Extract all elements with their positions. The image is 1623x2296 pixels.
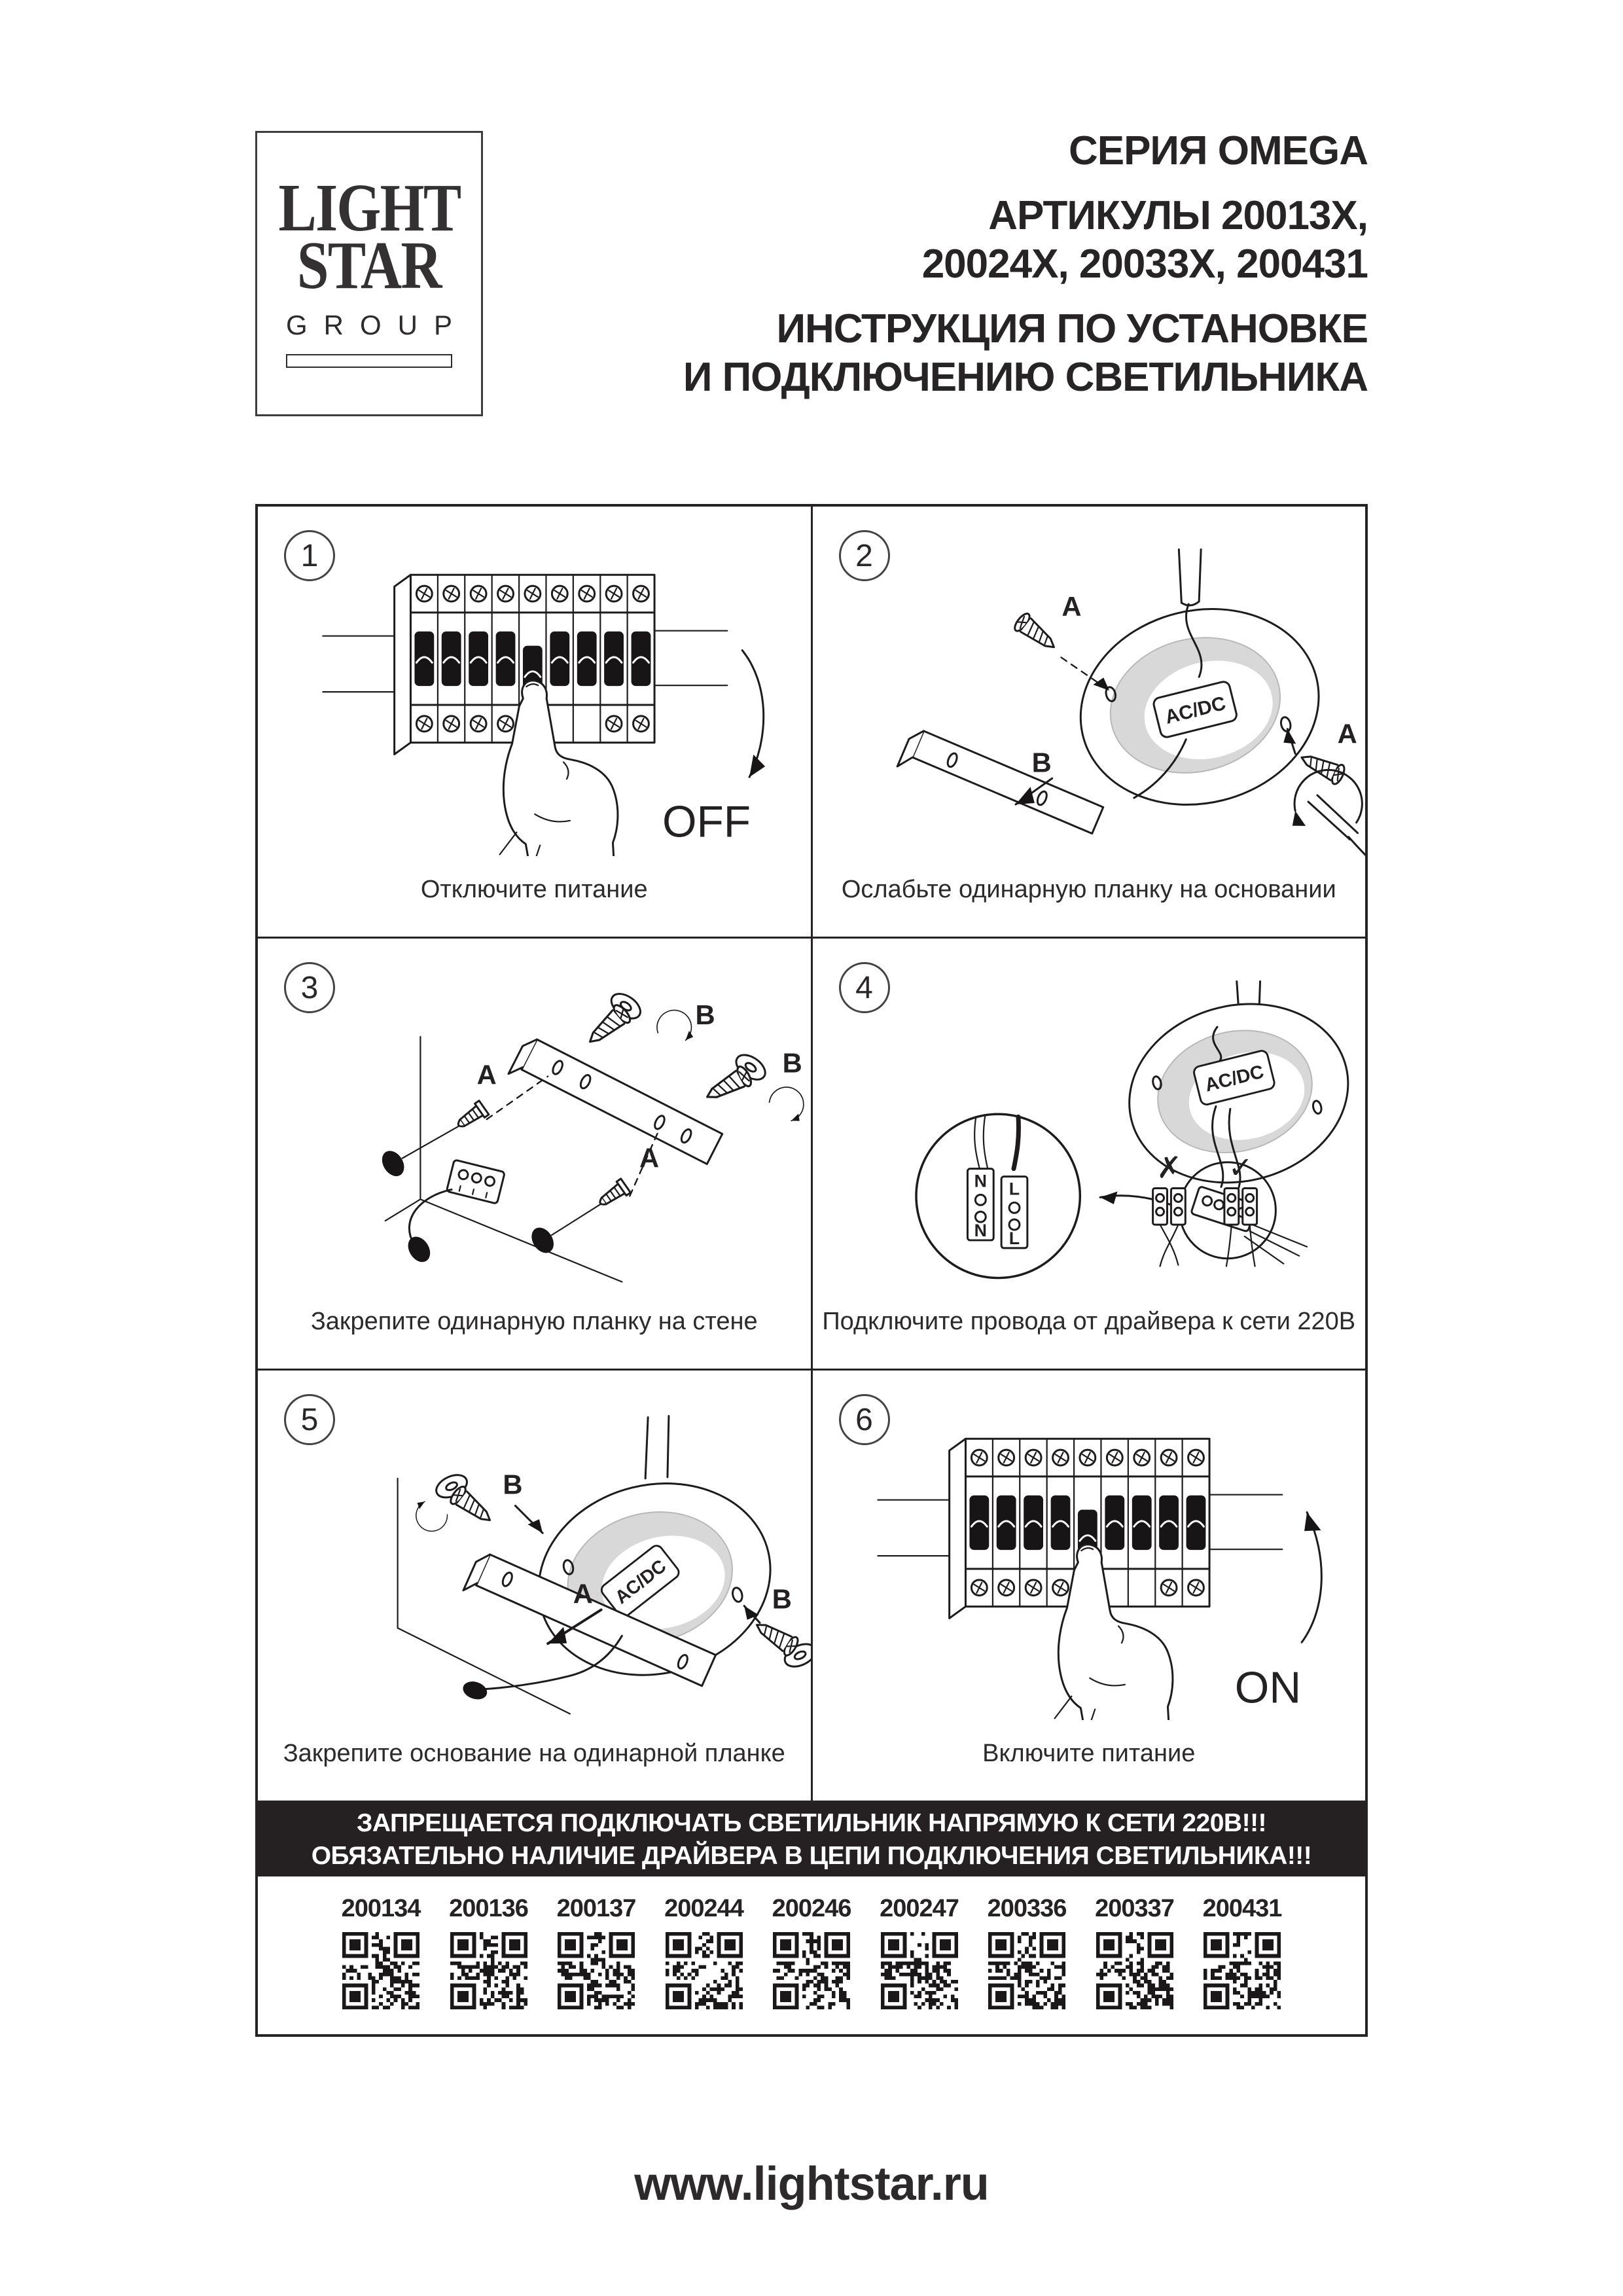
terminal-line-label: L [1008,1228,1020,1248]
right-mark: ✓ [1228,1151,1253,1185]
flag-green-stripe [287,355,355,367]
qr-code [666,1932,743,2009]
step-number: 5 [300,1402,319,1437]
logo-word-star: STAR [297,227,441,303]
dowel-label-a: A [476,1059,497,1090]
bracket-label-b: B [1031,747,1052,778]
article-number: 200336 [987,1895,1067,1922]
step-caption: Закрепите основание на одинарной планке [283,1740,785,1767]
qr-code [342,1932,419,2009]
step-caption: Отключите питание [420,876,648,903]
mount-bracket-illustration [258,980,811,1288]
qr-code [1096,1932,1173,2009]
logo-word-group: GROUP [285,309,469,340]
step-caption: Ослабьте одинарную планку на основании [841,876,1336,903]
instruction-grid [255,504,1368,2037]
terminal-neutral-label: N [974,1220,987,1240]
flag-white-stripe [355,355,397,367]
step-number-badge [284,1394,335,1445]
qr-item [546,1895,646,2034]
articles-line-2: 20024X, 20033X, 200431 [921,242,1368,287]
step-number-badge [839,962,890,1013]
qr-item [1085,1895,1185,2034]
dowel-label-a: A [639,1142,660,1174]
screw-label-b: B [695,999,715,1031]
qr-code [1204,1932,1281,2009]
article-number: 200246 [772,1895,851,1922]
terminal-line-label: L [1008,1179,1020,1199]
screw-label-b: B [772,1583,792,1615]
website-url: www.lightstar.ru [634,2158,989,2210]
screw-label-a: A [1337,718,1357,749]
qr-item [1192,1895,1292,2034]
step-number: 6 [855,1402,873,1437]
instruction-title-2: И ПОДКЛЮЧЕНИЮ СВЕТИЛЬНИКА [683,355,1368,400]
step-panel-5 [258,1371,811,1801]
grid-row-2 [258,939,1365,1371]
article-number: 200431 [1202,1895,1282,1922]
qr-code [558,1932,635,2009]
qr-code [773,1932,850,2009]
on-label: ON [1234,1663,1301,1713]
step-caption: Закрепите одинарную планку на стене [310,1308,758,1335]
fix-base-illustration [258,1412,811,1720]
qr-item [654,1895,754,2034]
grid-row-1 [258,507,1365,939]
logo-word-light: LIGHT [277,170,461,246]
warning-line-2: ОБЯЗАТЕЛЬНО НАЛИЧИЕ ДРАЙВЕРА В ЦЕПИ ПОДКЛЮЧЕНИЯ СВЕТИЛЬНИКА!!! [311,1841,1312,1870]
arrow-label-a: A [573,1578,593,1609]
step-number: 1 [300,538,319,573]
grid-row-3 [258,1371,1365,1803]
step-panel-3 [258,939,811,1369]
screw-label-a: A [1061,590,1081,622]
step-number: 2 [855,538,873,573]
screw-label-b: B [503,1469,523,1500]
step-caption: Подключите провода от драйвера к сети 220В [822,1308,1356,1335]
step-panel-2 [811,507,1366,937]
flag-red-stripe [397,355,452,367]
qr-row [258,1876,1365,2034]
qr-item [762,1895,861,2034]
step-number: 4 [855,970,873,1005]
step-number-badge [839,530,890,581]
article-number: 200137 [556,1895,636,1922]
step-number-badge [284,530,335,581]
articles-line-1: АРТИКУЛЫ 20013X, [988,193,1368,238]
terminal-neutral-label: N [974,1171,987,1191]
article-number: 200337 [1095,1895,1174,1922]
document-title-block [683,127,1368,402]
article-number: 200244 [664,1895,743,1922]
step-number-badge [284,962,335,1013]
italian-flag-bar [286,354,452,368]
warning-banner [258,1803,1365,1876]
step-panel-1 [258,507,811,937]
power-on-illustration [813,1412,1366,1720]
qr-item [439,1895,539,2034]
screw-label-b: B [782,1047,802,1079]
step-number: 3 [300,970,319,1005]
qr-item [870,1895,969,2034]
step-number-badge [839,1394,890,1445]
step-panel-4 [811,939,1366,1369]
qr-code [881,1932,958,2009]
step-panel-6 [811,1371,1366,1801]
step-caption: Включите питание [982,1740,1196,1767]
qr-item [331,1895,431,2034]
instruction-title-1: ИНСТРУКЦИЯ ПО УСТАНОВКЕ [776,306,1368,351]
article-number: 200247 [880,1895,959,1922]
article-number: 200136 [449,1895,528,1922]
loosen-bracket-illustration [813,548,1366,856]
warning-line-1: ЗАПРЕЩАЕТСЯ ПОДКЛЮЧАТЬ СВЕТИЛЬНИК НАПРЯМУЮ К СЕТИ 220В!!! [356,1808,1267,1837]
article-number: 200134 [341,1895,421,1922]
series-title: СЕРИЯ OMEGA [1068,128,1368,173]
lightstar-logo [255,131,483,416]
connect-wires-illustration [813,980,1366,1288]
off-label: OFF [662,797,751,847]
qr-item [977,1895,1077,2034]
power-off-illustration [258,548,811,856]
qr-code [450,1932,527,2009]
wrong-mark: ✗ [1156,1151,1182,1185]
qr-code [988,1932,1065,2009]
